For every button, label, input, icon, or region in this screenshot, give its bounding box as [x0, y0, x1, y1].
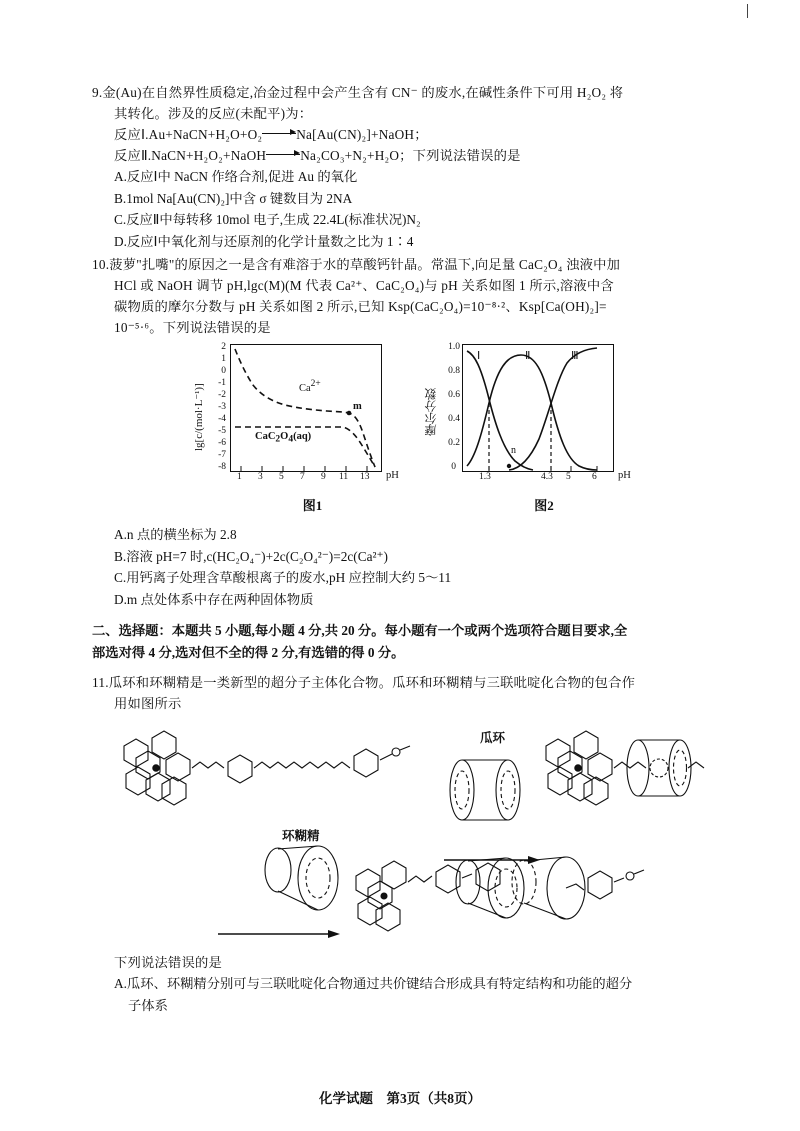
section-2-heading — [92, 620, 716, 664]
figure-2-x-ticks: 1.3 4.3 5 6 — [479, 472, 597, 482]
figure-2-y-axis-label: 摩尔分数 — [424, 388, 438, 436]
figure-2-x-axis-label: pH — [618, 470, 631, 481]
figure-2-plot — [462, 344, 614, 472]
figure-1 — [192, 344, 407, 514]
q10-stem-line-1: 10.菠萝"扎嘴"的原因之一是含有难溶于水的草酸钙针晶。常温下,向足量 CaC₂O₄ 浊液中加 — [92, 257, 621, 272]
figure-1-x-axis-label: pH — [386, 470, 399, 481]
figure-1-point-m — [347, 411, 352, 416]
q10-option-d: D.m 点处体系中存在两种固体物质 — [114, 591, 314, 607]
section-2-line-2: 部选对得 4 分,选对但不全的得 2 分,有选错的得 0 分。 — [92, 645, 405, 660]
page-corner-mark — [747, 4, 748, 18]
q11-prompt: 下列说法错误的是 — [114, 955, 222, 970]
question-11 — [92, 672, 716, 1016]
q9-reaction-1-right: Na[Au(CN)₂]+NaOH； — [296, 127, 428, 142]
question-9 — [92, 82, 716, 252]
q9-option-a: A.反应Ⅰ中 NaCN 作络合剂,促进 Au 的氧化 — [114, 169, 358, 184]
figure-2-caption: 图2 — [534, 498, 554, 513]
q9-reaction-1 — [92, 124, 716, 145]
q11-option-a: A.瓜环、环糊精分别可与三联吡啶化合物通过共价键结合形成具有特定结构和功能的超分 — [114, 976, 633, 991]
q9-stem-line-2: 其转化。涉及的反应(未配平)为： — [114, 106, 313, 121]
q9-stem-line-1: 9.金(Au)在自然界性质稳定,冶金过程中会产生含有 CN⁻ 的废水,在碱性条件下可用 H₂O₂ 将 — [92, 85, 624, 100]
reaction-arrow-icon — [262, 128, 296, 138]
q11-label-guahuan: 瓜环 — [480, 731, 506, 745]
figure-1-plot — [230, 344, 382, 472]
q11-option-a-cont: 子体系 — [128, 997, 168, 1013]
q10-option-a: A.n 点的横坐标为 2.8 — [114, 527, 237, 542]
q11-stem-line-1: 11.瓜环和环糊精是一类新型的超分子主体化合物。瓜环和环糊精与三联吡啶化合物的包合作 — [92, 675, 636, 690]
figure-1-y-ticks: 2 1 0 -1 -2 -3 -4 -5 -6 -7 -8 — [218, 342, 226, 472]
q10-stem-line-2: HCl 或 NaOH 调节 pH,lgc(M)(M 代表 Ca²⁺、CaC₂O₄)与 pH 关系如图 1 所示,溶液中含 — [114, 278, 614, 293]
figure-2 — [422, 344, 642, 514]
q9-reaction-2-left: 反应Ⅱ.NaCN+H₂O₂+NaOH — [114, 148, 267, 163]
figure-1-annotation-cac2o4: CaC2O4(aq) — [255, 431, 312, 445]
figure-2-series-1 — [467, 351, 533, 470]
q11-figure-svg — [92, 720, 716, 948]
figure-1-y-axis-label: lg[c/(mol·L⁻¹)] — [193, 383, 205, 451]
section-2-line-1: 二、选择题：本题共 5 小题,每小题 4 分,共 20 分。每小题有一个或两个选项符合题目要求,全 — [92, 623, 628, 638]
figure-2-annotation-1: Ⅰ — [477, 350, 481, 362]
q9-reaction-2-right: Na₂CO₃+N₂+H₂O；下列说法错误的是 — [300, 148, 521, 163]
q9-option-b: B.1mol Na[Au(CN)₂]中含 σ 键数目为 2NA — [114, 190, 353, 206]
q11-stem-line-2: 用如图所示 — [114, 696, 182, 711]
question-10 — [92, 254, 716, 610]
figure-2-annotation-n: n — [511, 445, 516, 456]
figure-1-x-ticks: 1 3 5 7 9 11 13 — [237, 472, 370, 482]
q10-option-b: B.溶液 pH=7 时,c(HC₂O₄⁻)+2c(C₂O₄²⁻)=2c(Ca²⁺) — [114, 548, 388, 564]
q11-figure — [92, 720, 716, 948]
q10-stem-line-3: 碳物质的摩尔分数与 pH 关系如图 2 所示,已知 Ksp(CaC₂O₄)=10⁻⁸·²、Ksp[Ca(OH)₂]= — [114, 299, 607, 314]
figure-1-annotation-ca: Ca2+ — [299, 379, 321, 395]
q9-reaction-1-left: 反应Ⅰ.Au+NaCN+H₂O+O₂ — [114, 127, 263, 142]
figure-2-svg — [463, 345, 613, 471]
page-content — [92, 82, 716, 1018]
figure-2-annotation-2: Ⅱ — [525, 350, 531, 362]
figure-2-point-n — [507, 464, 511, 468]
figure-1-caption: 图1 — [302, 498, 323, 513]
q10-stem-line-4: 10⁻⁵·⁶。下列说法错误的是 — [114, 320, 271, 335]
q10-figures — [92, 344, 716, 522]
q11-label-huanhujing: 环糊精 — [282, 829, 320, 843]
figure-2-y-ticks: 1.0 0.8 0.6 0.4 0.2 0 — [448, 342, 460, 472]
q9-reaction-2 — [92, 145, 716, 166]
q9-option-c: C.反应Ⅱ中每转移 10mol 电子,生成 22.4L(标准状况)N₂ — [114, 212, 421, 227]
q10-option-c: C.用钙离子处理含草酸根离子的废水,pH 应控制大约 5～11 — [114, 570, 452, 585]
page-footer: 化学试题 第3页（共8页） — [319, 1091, 481, 1106]
figure-1-annotation-m: m — [353, 401, 362, 412]
figure-2-annotation-3: Ⅲ — [571, 350, 579, 362]
q9-option-d: D.反应Ⅰ中氧化剂与还原剂的化学计量数之比为 1∶4 — [114, 233, 414, 249]
reaction-arrow-icon — [266, 149, 300, 159]
